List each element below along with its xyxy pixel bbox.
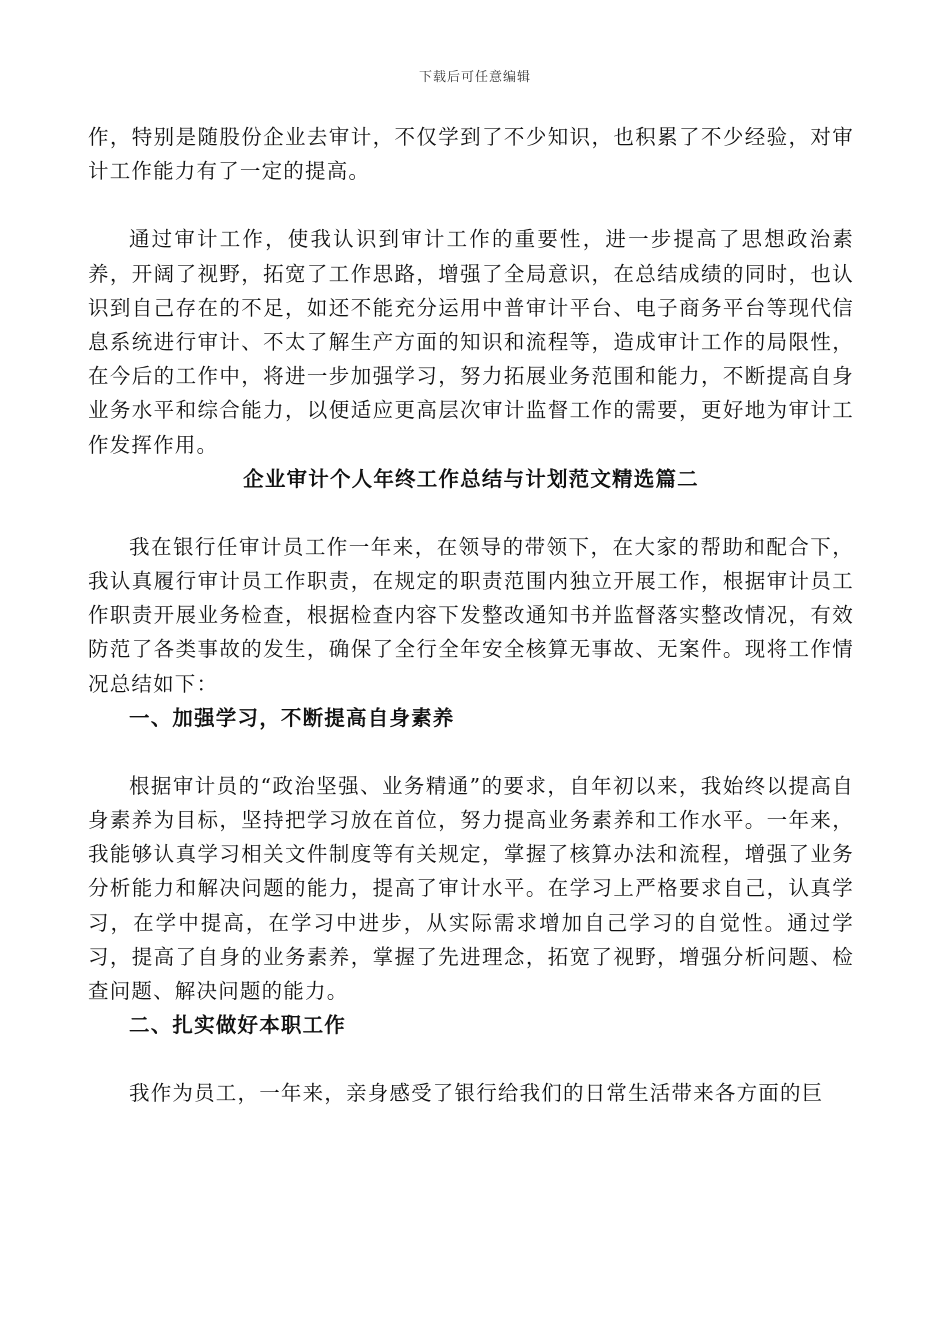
- page-header: 下载后可任意编辑: [418, 70, 531, 85]
- document-body: [88, 120, 854, 1110]
- paragraph-continuation: 作，特别是随股份企业去审计，不仅学到了不少知识，也积累了不少经验，对审计工作能力有了一定的提高。: [88, 125, 854, 184]
- section-title: 企业审计个人年终工作总结与计划范文精选篇二: [243, 466, 699, 491]
- heading-learning: 一、加强学习，不断提高自身素养: [129, 705, 455, 730]
- paragraph-audit-reflection: 通过审计工作，使我认识到审计工作的重要性，进一步提高了思想政治素养，开阔了视野，拓宽了工作思路，增强了全局意识，在总结成绩的同时，也认识到自己存在的不足，如还不能充分运用中普审计平台、电子商务平台等现代信息系统进行审计、不太了解生产方面的知识和流程等，造成审计工作的局限性，在今后的工作中，将进一步加强学习，努力拓展业务范围和能力，不断提高自身业务水平和综合能力，以便适应更高层次审计监督工作的需要，更好地为审计工作发挥作用。: [88, 227, 854, 457]
- heading-duties: 二、扎实做好本职工作: [129, 1013, 346, 1038]
- paragraph-learning: 根据审计员的“政治坚强、业务精通”的要求，自年初以来，我始终以提高自身素养为目标，坚持把学习放在首位，努力提高业务素养和工作水平。一年来，我能够认真学习相关文件制度等有关规定，掌握了核算办法和流程，增强了业务分析能力和解决问题的能力，提高了审计水平。在学习上严格要求自己，认真学习，在学中提高，在学习中进步，从实际需求增加自己学习的自觉性。通过学习，提高了自身的业务素养，掌握了先进理念，拓宽了视野，增强分析问题、检查问题、解决问题的能力。: [88, 773, 854, 1004]
- paragraph-intro: 我在银行任审计员工作一年来，在领导的带领下，在大家的帮助和配合下，我认真履行审计员工作职责，在规定的职责范围内独立开展工作，根据审计员工作职责开展业务检查，根据检查内容下发整改通知书并监督落实整改情况，有效防范了各类事故的发生，确保了全行全年安全核算无事故、无案件。现将工作情况总结如下：: [88, 534, 854, 696]
- paragraph-duties: 我作为员工，一年来，亲身感受了银行给我们的日常生活带来各方面的巨: [129, 1081, 824, 1106]
